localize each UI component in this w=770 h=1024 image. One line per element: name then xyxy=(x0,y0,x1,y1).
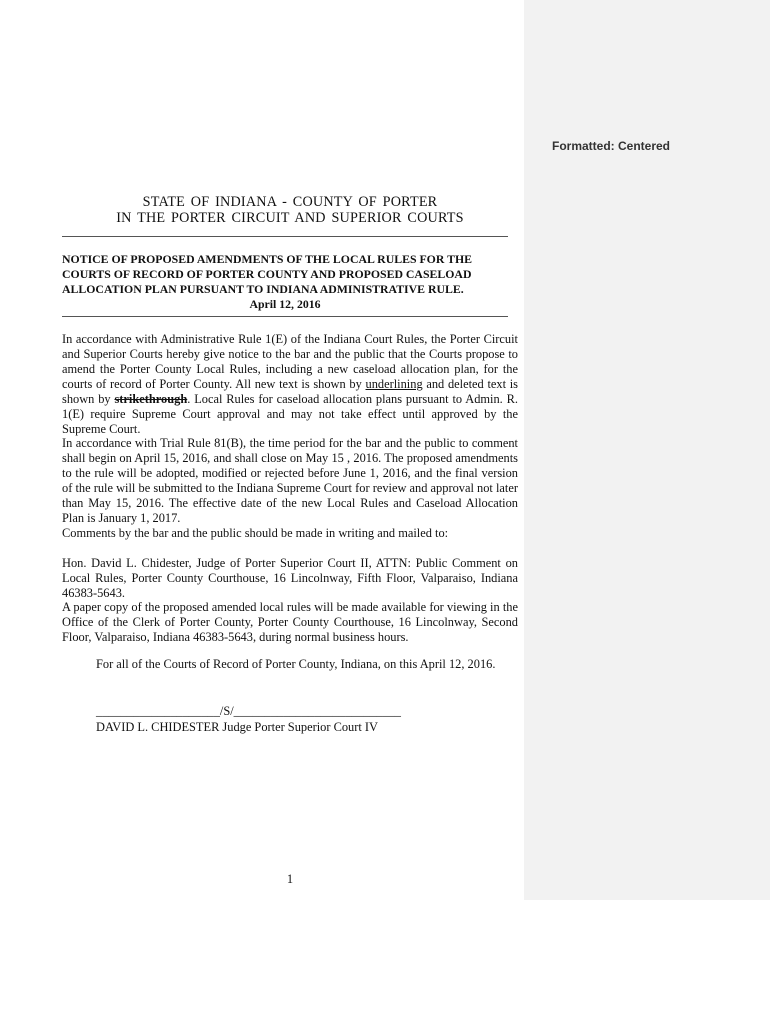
paragraph-administrative-rule xyxy=(62,332,518,437)
paragraph-address: Hon. David L. Chidester, Judge of Porter Superior Court II, ATTN: Public Comment on Local Rules, Porter County Courthouse, 16 Lincolnway, Fifth Floor, Valparaiso, Indiana 46383-5643. xyxy=(62,556,518,600)
page-number: 1 xyxy=(286,872,294,886)
comment-label: Formatted: Centered xyxy=(552,139,671,153)
divider-bottom xyxy=(62,316,508,317)
divider-top xyxy=(62,236,508,237)
signature-name: DAVID L. CHIDESTER Judge Porter Superior Court IV xyxy=(96,720,378,734)
paragraph-comments: Comments by the bar and the public should be made in writing and mailed to: xyxy=(62,526,449,540)
paragraph-paper-copy: A paper copy of the proposed amended local rules will be made available for viewing in the Office of the Clerk of Porter County, Porter County Courthouse, 16 Lincolnway, Second Floor, Valparaiso, Indiana 46383-5643, during normal business hours. xyxy=(62,600,518,644)
court-heading-line2: IN THE PORTER CIRCUIT AND SUPERIOR COURTS xyxy=(116,210,464,226)
p1-text-b: and deleted text is shown by xyxy=(62,377,518,406)
comment-pane xyxy=(524,0,770,900)
strikethrough-example: strikethrough xyxy=(114,392,188,406)
p1-text-c: . Local Rules for caseload allocation plans pursuant to Admin. R. 1(E) require Supreme Court approval and may not take effect until approved by the Supreme Court. xyxy=(62,392,518,436)
paragraph-trial-rule: In accordance with Trial Rule 81(B), the time period for the bar and the public to comment shall begin on April 15, 2016, and shall close on May 15 , 2016. The proposed amendments to the rule will be adopted, modified or rejected before June 1, 2016, and the final version of the rule will be submitted to the Indiana Supreme Court for review and approval not later than May 15, 2016. The effective date of the new Local Rules and Caseload Allocation Plan is January 1, 2017. xyxy=(62,436,518,525)
notice-date: April 12, 2016 xyxy=(249,297,321,311)
signature-line: ____________________/S/___________________________ xyxy=(96,704,401,718)
underline-example: underlining xyxy=(365,377,423,391)
notice-title-block xyxy=(62,252,508,312)
p1-text-a: In accordance with Administrative Rule 1(E) of the Indiana Court Rules, the Porter Circuit and Superior Courts hereby give notice to the bar and the public that the Courts propose to amend the Porter County Local Rules, including a new caseload allocation plan, for the courts of record of Porter County. All new text is shown by xyxy=(62,332,518,391)
paragraph-closing: For all of the Courts of Record of Porter County, Indiana, on this April 12, 2016. xyxy=(96,657,496,671)
notice-title: NOTICE OF PROPOSED AMENDMENTS OF THE LOCAL RULES FOR THE COURTS OF RECORD OF PORTER COUNTY AND PROPOSED CASELOAD ALLOCATION PLAN PURSUANT TO INDIANA ADMINISTRATIVE RULE. xyxy=(62,252,473,296)
court-heading-line1: STATE OF INDIANA - COUNTY OF PORTER xyxy=(142,194,438,210)
